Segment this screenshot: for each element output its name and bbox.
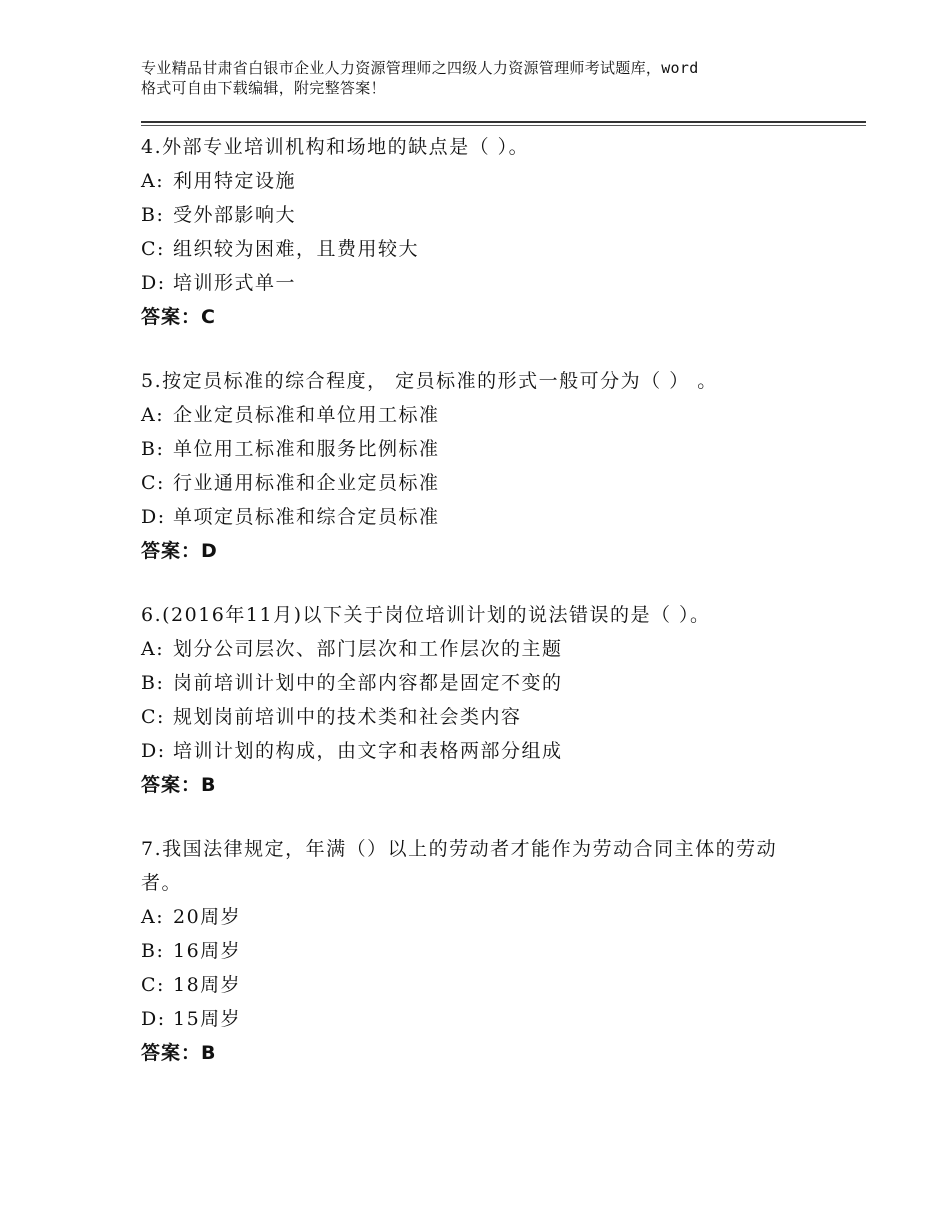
option-a bbox=[141, 398, 841, 432]
question-stem: 6.(2016年11月)以下关于岗位培训计划的说法错误的是（ ）。 bbox=[141, 604, 711, 626]
option-c bbox=[141, 466, 841, 500]
option-key: D: bbox=[141, 506, 166, 528]
document-header bbox=[141, 58, 841, 98]
header-line-1: 专业精品甘肃省白银市企业人力资源管理师之四级人力资源管理师考试题库，word bbox=[141, 59, 699, 77]
header-line-2: 格式可自由下载编辑，附完整答案！ bbox=[141, 79, 386, 97]
option-key: C: bbox=[141, 472, 165, 494]
option-key: A: bbox=[141, 404, 165, 426]
option-key: A: bbox=[141, 638, 165, 660]
option-key: C: bbox=[141, 706, 165, 728]
option-text: 16周岁 bbox=[173, 940, 242, 962]
question-5 bbox=[141, 364, 841, 568]
option-key: B: bbox=[141, 204, 165, 226]
option-text: 行业通用标准和企业定员标准 bbox=[173, 472, 440, 494]
option-text: 培训形式单一 bbox=[173, 272, 297, 294]
option-text: 规划岗前培训中的技术类和社会类内容 bbox=[173, 706, 522, 728]
option-text: 划分公司层次、部门层次和工作层次的主题 bbox=[173, 638, 563, 660]
option-text: 单位用工标准和服务比例标准 bbox=[173, 438, 440, 460]
header-divider-thin bbox=[141, 125, 866, 126]
answer-line: 答案：B bbox=[141, 774, 217, 796]
option-c bbox=[141, 968, 841, 1002]
option-key: C: bbox=[141, 238, 165, 260]
question-stem: 5.按定员标准的综合程度， 定员标准的形式一般可分为（ ） 。 bbox=[141, 370, 718, 392]
option-d bbox=[141, 1002, 841, 1036]
question-list bbox=[141, 130, 841, 1100]
option-text: 培训计划的构成，由文字和表格两部分组成 bbox=[173, 740, 563, 762]
option-d bbox=[141, 266, 841, 300]
option-c bbox=[141, 232, 841, 266]
option-text: 利用特定设施 bbox=[173, 170, 297, 192]
option-b bbox=[141, 666, 841, 700]
question-7 bbox=[141, 832, 841, 1070]
answer-line: 答案：D bbox=[141, 540, 218, 562]
question-stem: 4.外部专业培训机构和场地的缺点是（ ）。 bbox=[141, 136, 530, 158]
option-key: D: bbox=[141, 1008, 166, 1030]
option-key: D: bbox=[141, 272, 166, 294]
option-a bbox=[141, 900, 841, 934]
option-text: 18周岁 bbox=[173, 974, 242, 996]
option-text: 企业定员标准和单位用工标准 bbox=[173, 404, 440, 426]
option-key: A: bbox=[141, 170, 165, 192]
answer-line: 答案：B bbox=[141, 1042, 217, 1064]
option-text: 岗前培训计划中的全部内容都是固定不变的 bbox=[173, 672, 563, 694]
option-b bbox=[141, 934, 841, 968]
header-divider-thick bbox=[141, 121, 866, 123]
option-key: B: bbox=[141, 438, 165, 460]
question-4 bbox=[141, 130, 841, 334]
option-key: C: bbox=[141, 974, 165, 996]
option-text: 15周岁 bbox=[173, 1008, 242, 1030]
question-stem: 7.我国法律规定，年满（）以上的劳动者才能作为劳动合同主体的劳动者。 bbox=[141, 838, 778, 894]
option-text: 组织较为困难，且费用较大 bbox=[173, 238, 420, 260]
option-key: B: bbox=[141, 940, 165, 962]
option-key: A: bbox=[141, 906, 165, 928]
option-c bbox=[141, 700, 841, 734]
option-a bbox=[141, 164, 841, 198]
option-key: D: bbox=[141, 740, 166, 762]
option-key: B: bbox=[141, 672, 165, 694]
option-text: 单项定员标准和综合定员标准 bbox=[173, 506, 440, 528]
option-text: 20周岁 bbox=[173, 906, 242, 928]
option-a bbox=[141, 632, 841, 666]
question-6 bbox=[141, 598, 841, 802]
option-d bbox=[141, 500, 841, 534]
option-b bbox=[141, 432, 841, 466]
option-d bbox=[141, 734, 841, 768]
answer-line: 答案：C bbox=[141, 306, 216, 328]
option-text: 受外部影响大 bbox=[173, 204, 297, 226]
option-b bbox=[141, 198, 841, 232]
